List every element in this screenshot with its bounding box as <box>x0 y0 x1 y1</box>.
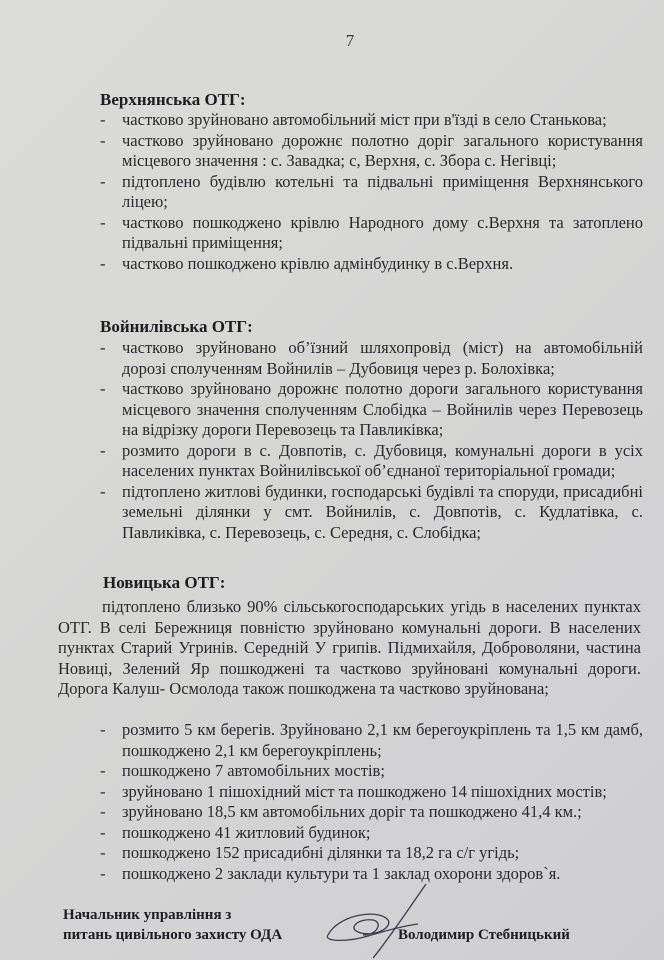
section-title-verkhnianska: Верхнянська ОТГ: <box>100 90 246 109</box>
list-item: - розмито дороги в с. Довпотів, с. Дубовиця, комунальні дороги в усіх населених пунктах Войнилівської об’єднаної територіальної громади; <box>100 440 643 480</box>
section-title-voinylivska: Войнилівська ОТГ: <box>100 317 253 336</box>
bullet-dash: - <box>100 110 106 129</box>
list-item: - розмито 5 км берегів. Зруйновано 2,1 км берегоукріплень та 1,5 км дамб, пошкоджено 2,1 км берегоукріплень; <box>100 720 643 760</box>
bullet-dash: - <box>100 253 106 273</box>
bullet-dash: - <box>100 130 106 150</box>
bullet-dash: - <box>100 720 106 739</box>
bullet-dash: - <box>100 379 106 398</box>
list-item: - частково зруйновано автомобільний міст при в'їзді в село Станькова; <box>100 110 607 129</box>
list-item: - підтоплено будівлю котельні та підвальні приміщення Верхнянського ліцею; <box>100 171 643 211</box>
bullet-dash: - <box>100 481 106 501</box>
list-item: - частково зруйновано дорожнє полотно дороги загального користування місцевого значення сполученням Слобідка – Войнилів через Перевозець на відрізку дороги Перевозець та Павликівка; <box>100 379 643 439</box>
signatory-position <box>63 905 282 945</box>
list-item: - зруйновано 1 пішохідний міст та пошкоджено 14 пішохідних мостів; <box>100 781 607 801</box>
section-title-novytska: Новицька ОТГ: <box>103 573 226 592</box>
section-list-verkhnianska <box>98 110 643 274</box>
list-item: - пошкоджено 41 житловий будинок; <box>100 822 371 842</box>
bullet-dash: - <box>100 338 106 357</box>
list-item: - пошкоджено 2 заклади культури та 1 заклад охорони здоров`я. <box>100 863 561 883</box>
bullet-dash: - <box>100 802 106 821</box>
position-line-2: питань цивільного захисту ОДА <box>63 927 283 943</box>
list-item: - частково пошкоджено крівлю Народного дому с.Верхня та затоплено підвальні приміщення; <box>100 212 643 252</box>
list-item: - пошкоджено 152 присадибні ділянки та 18,2 га с/г угідь; <box>100 843 520 862</box>
bullet-dash: - <box>100 761 106 780</box>
list-item: - частково пошкоджено крівлю адмінбудинку в с.Верхня. <box>100 253 514 273</box>
bullet-dash: - <box>100 171 106 191</box>
section-list-novytska <box>98 720 643 884</box>
list-item: - пошкоджено 7 автомобільних мостів; <box>100 761 385 780</box>
bullet-dash: - <box>100 212 106 232</box>
handwritten-signature <box>318 880 428 960</box>
page-number: 7 <box>345 31 355 50</box>
bullet-dash: - <box>100 863 106 883</box>
signatory-name: Володимир Стебницький <box>398 927 570 943</box>
section-paragraph-novytska: підтоплено близько 90% сільськогосподарських угідь в населених пунктах ОТГ. В селі Бережниця повністю зруйновано комунальні дороги. В населених пунктах Старий Угринів. Середній У грипів. Підмихайля, Доброволяни, частина Новиці, Зелений Яр пошкоджені та частково зруйновані комунальні дороги. Дорога Калуш- Осмолода також пошкоджена та частково зруйнована; <box>58 597 641 698</box>
list-item: - частково зруйновано дорожнє полотно доріг загального користування місцевого значення : с. Завадка; с, Верхня, с. Збора с. Негівці; <box>100 130 643 170</box>
section-list-voinylivska <box>98 338 643 543</box>
bullet-dash: - <box>100 440 106 460</box>
bullet-dash: - <box>100 781 106 801</box>
position-line-1: Начальник управління з <box>63 907 232 923</box>
bullet-dash: - <box>100 822 106 842</box>
list-item: - зруйновано 18,5 км автомобільних доріг та пошкоджено 41,4 км.; <box>100 802 582 821</box>
list-item: - частково зруйновано об’їзний шляхопровід (міст) на автомобільній дорозі сполученням Войнилів – Дубовиця через р. Болохівка; <box>100 338 643 378</box>
bullet-dash: - <box>100 843 106 862</box>
list-item: - підтоплено житлові будинки, господарські будівлі та споруди, присадибні земельні ділянки у смт. Войнилів, с. Довпотів, с. Кудлатівка, с. Павликівка, с. Перевозець, с. Середня, с. Слобідка; <box>100 481 643 542</box>
